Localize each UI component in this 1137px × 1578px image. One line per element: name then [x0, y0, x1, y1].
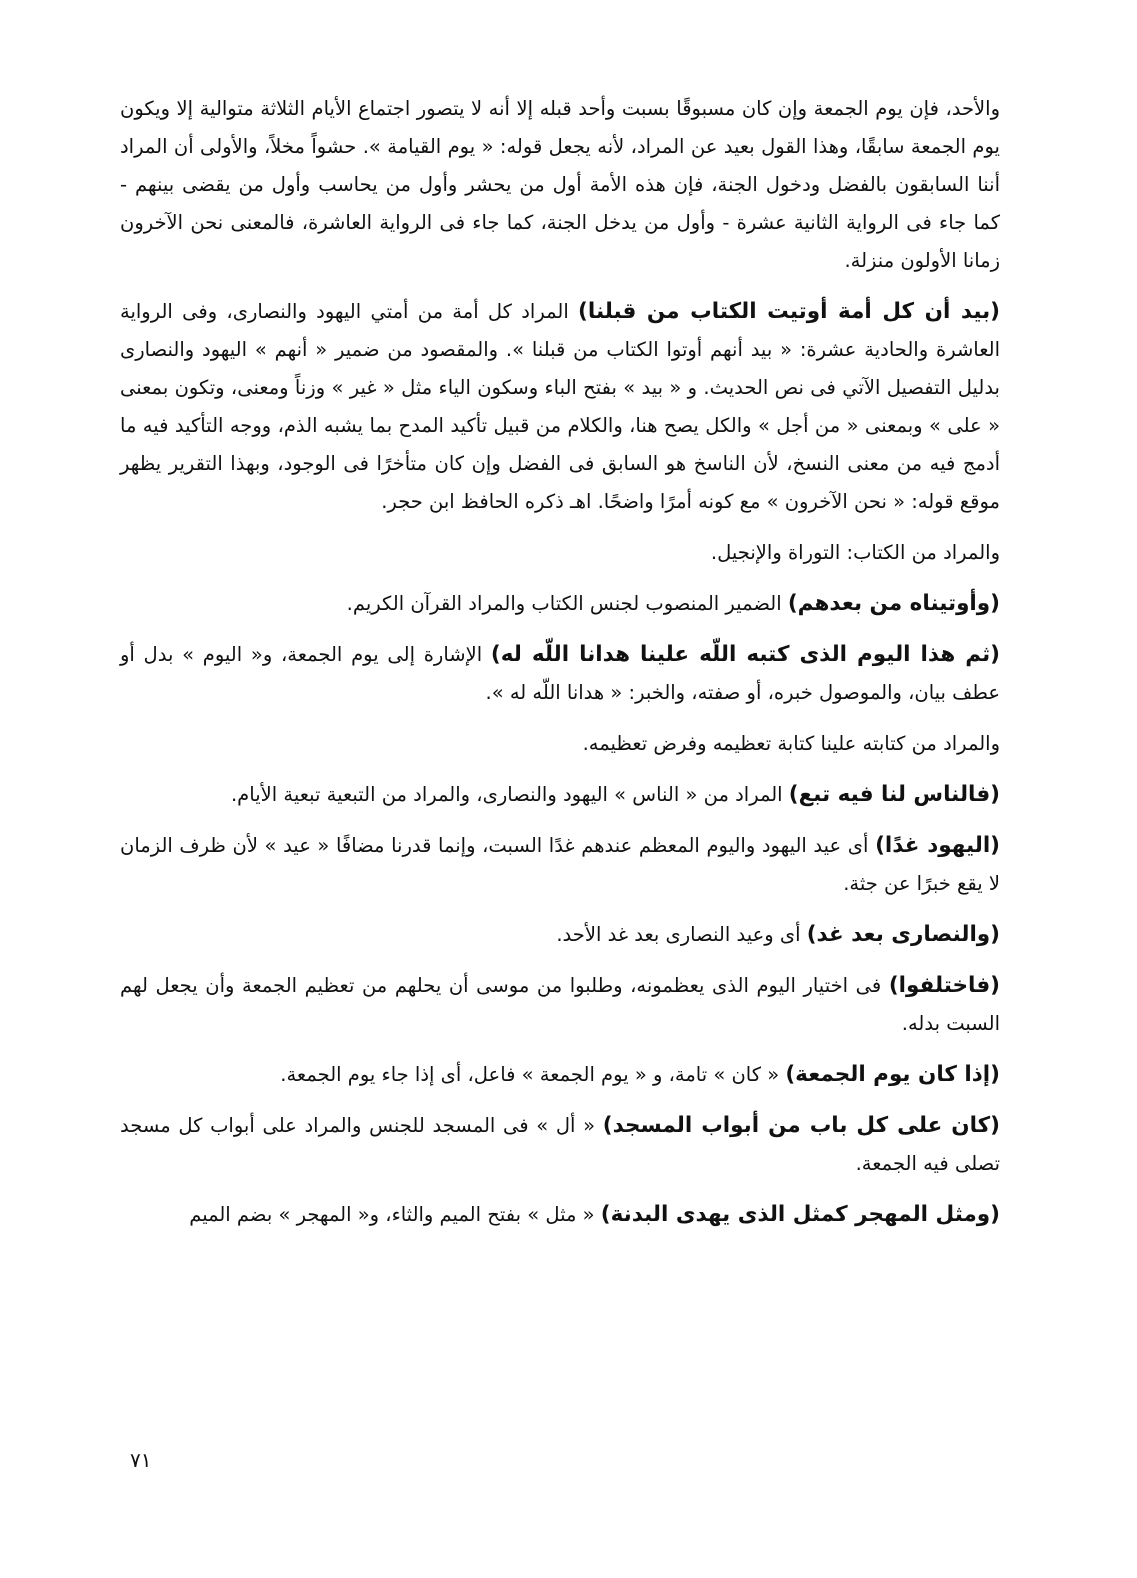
- paragraph-7-text: المراد من « الناس » اليهود والنصارى، والمراد من التبعية تبعية الأيام.: [230, 783, 783, 806]
- paragraph-2: [120, 293, 1000, 521]
- paragraph-7-heading: (فالناس لنا فيه تبع): [788, 782, 1000, 807]
- paragraph-6-text: والمراد من كتابته علينا كتابة تعظيمه وفرض تعظيمه.: [582, 732, 1000, 755]
- page-body: [120, 90, 1000, 1247]
- paragraph-9-heading: (والنصارى بعد غد): [806, 922, 1000, 947]
- paragraph-9: [120, 916, 1000, 954]
- paragraph-3-text: والمراد من الكتاب: التوراة والإنجيل.: [710, 541, 1000, 564]
- paragraph-12-heading: (كان على كل باب من أبواب المسجد): [602, 1113, 1001, 1138]
- page-number: ٧١: [130, 1448, 152, 1472]
- paragraph-9-text: أى وعيد النصارى بعد غد الأحد.: [556, 923, 801, 946]
- paragraph-13-heading: (ومثل المهجر كمثل الذى يهدى البدنة): [600, 1202, 1000, 1227]
- paragraph-11-heading: (إذا كان يوم الجمعة): [785, 1062, 1000, 1087]
- paragraph-10-heading: (فاختلفوا): [888, 973, 1000, 998]
- paragraph-5-text: الإشارة إلى يوم الجمعة، و« اليوم » بدل أو عطف بيان، والموصول خبره، أو صفته، والخبر: « هدانا اللّه له ».: [120, 643, 1000, 704]
- paragraph-3: [120, 534, 1000, 572]
- paragraph-13: [120, 1196, 1000, 1234]
- paragraph-12-text: « أل » فى المسجد للجنس والمراد على أبواب كل مسجد تصلى فيه الجمعة.: [120, 1114, 1000, 1175]
- paragraph-6: [120, 725, 1000, 763]
- paragraph-8-text: أى عيد اليهود واليوم المعظم عندهم غدًا السبت، وإنما قدرنا مضافًا « عيد » لأن ظرف الزمان لا يقع خبرًا عن جثة.: [120, 834, 1000, 895]
- paragraph-1-text: والأحد، فإن يوم الجمعة وإن كان مسبوقًا بسبت وأحد قبله إلا أنه لا يتصور اجتماع الأيام الثلاثة متوالية إلا ويكون يوم الجمعة سابقًا، وهذا القول بعيد عن المراد، لأنه يجعل قوله: « يوم القيامة ». حشواً مخلاً، والأولى أن المراد أننا السابقون بالفضل ودخول الجنة، فإن هذه الأمة أول من يحشر وأول من يحاسب وأول من يقضى بينهم - كما جاء فى الرواية الثانية عشرة - وأول من يدخل الجنة، كما جاء فى الرواية العاشرة، فالمعنى نحن الآخرون زمانا الأولون منزلة.: [120, 97, 1000, 272]
- paragraph-11-text: « كان » تامة، و « يوم الجمعة » فاعل، أى إذا جاء يوم الجمعة.: [280, 1063, 780, 1086]
- paragraph-10: [120, 967, 1000, 1043]
- paragraph-4-heading: (وأوتيناه من بعدهم): [787, 591, 1000, 616]
- paragraph-10-text: فى اختيار اليوم الذى يعظمونه، وطلبوا من موسى أن يحلهم من تعظيم الجمعة وأن يجعل لهم السبت بدله.: [120, 974, 1000, 1035]
- paragraph-5-heading: (ثم هذا اليوم الذى كتبه اللّه علينا هدانا اللّه له): [490, 642, 1000, 667]
- paragraph-7: [120, 776, 1000, 814]
- paragraph-13-text: « مثل » بفتح الميم والثاء، و« المهجر » بضم الميم: [189, 1203, 595, 1226]
- paragraph-1: [120, 90, 1000, 280]
- paragraph-4: [120, 585, 1000, 623]
- paragraph-2-text: المراد كل أمة من أمتي اليهود والنصارى، وفى الرواية العاشرة والحادية عشرة: « بيد أنهم أوتوا الكتاب من قبلنا ». والمقصود من ضمير « أنهم » اليهود والنصارى بدليل التفصيل الآتي فى نص الحديث. و « بيد » بفتح الباء وسكون الياء مثل « غير » وزناً ومعنى، وتكون بمعنى « على » وبمعنى « من أجل » والكل يصح هنا، والكلام من قبيل تأكيد المدح بما يشبه الذم، ووجه التأكيد فيه ما أدمج فيه من معنى النسخ، لأن الناسخ هو السابق فى الفضل وإن كان متأخرًا فى الوجود، وبهذا التقرير يظهر موقع قوله: « نحن الآخرون » مع كونه أمرًا واضحًا. اهـ ذكره الحافظ ابن حجر.: [120, 300, 1000, 513]
- paragraph-4-text: الضمير المنصوب لجنس الكتاب والمراد القرآن الكريم.: [346, 592, 782, 615]
- paragraph-2-heading: (بيد أن كل أمة أوتيت الكتاب من قبلنا): [578, 299, 1000, 324]
- paragraph-5: [120, 636, 1000, 712]
- paragraph-8-heading: (اليهود غدًا): [875, 833, 1001, 858]
- paragraph-12: [120, 1107, 1000, 1183]
- paragraph-8: [120, 827, 1000, 903]
- paragraph-11: [120, 1056, 1000, 1094]
